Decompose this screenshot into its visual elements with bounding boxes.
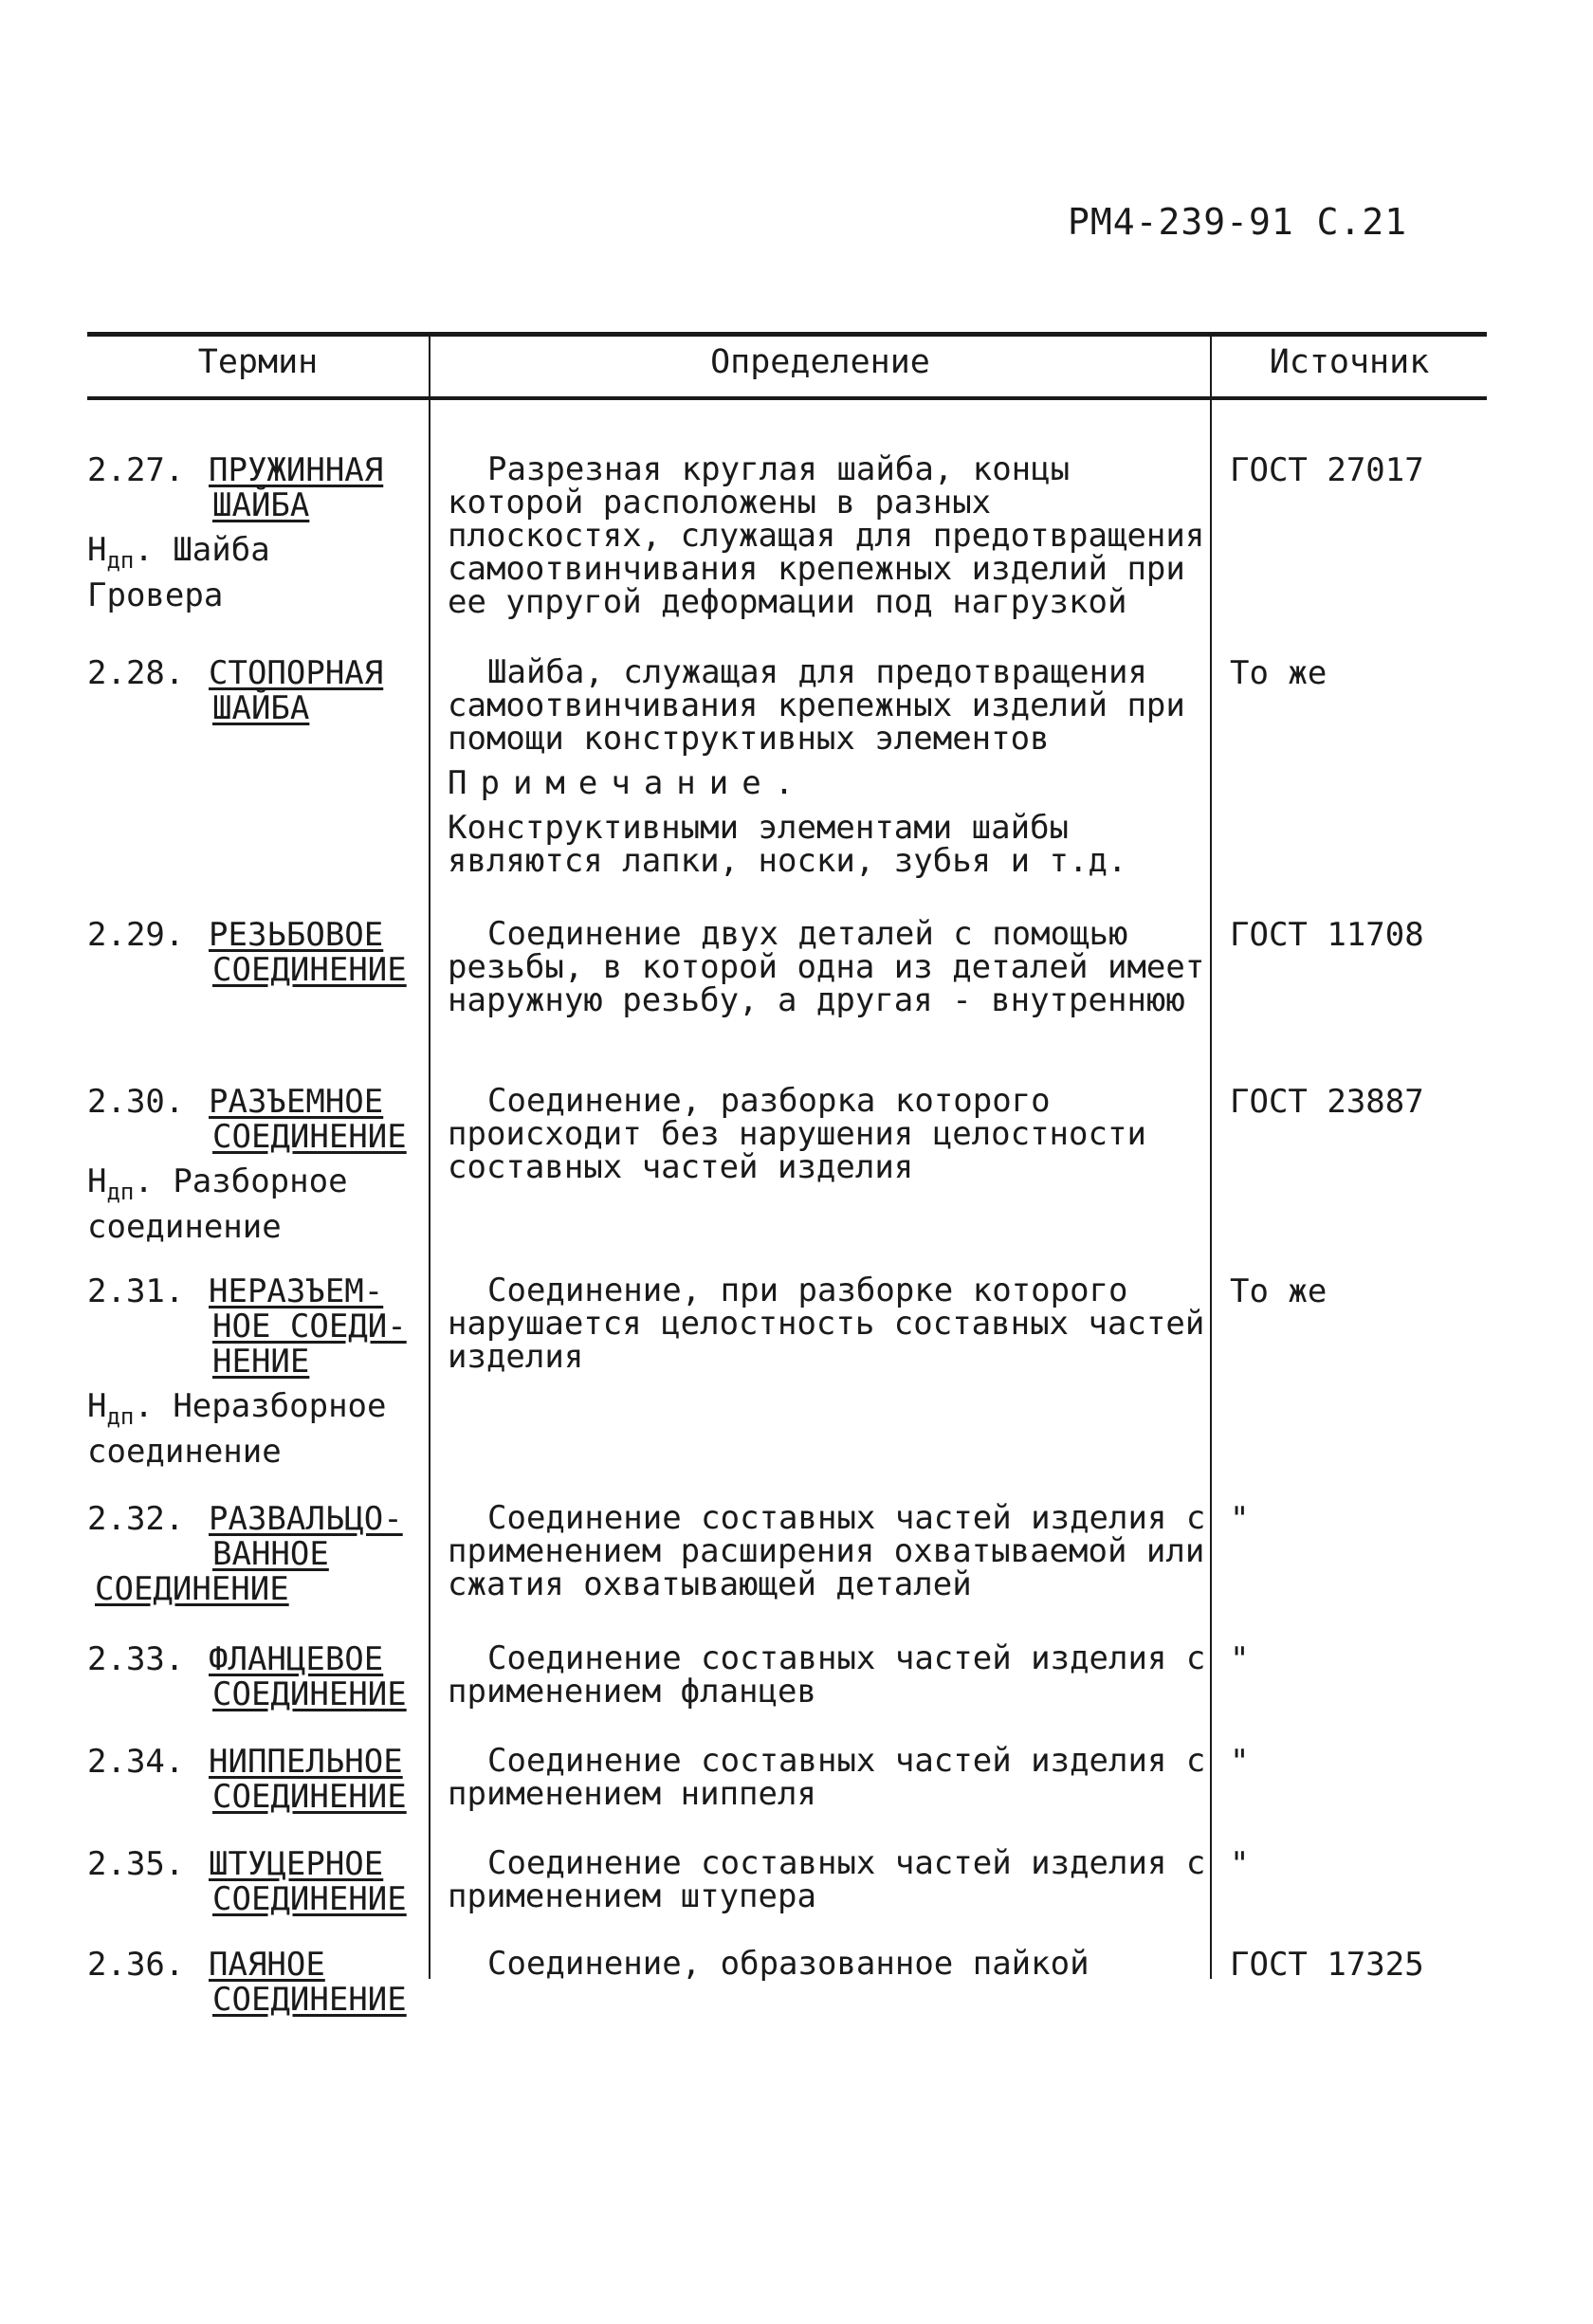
- source-cell: То же: [1230, 654, 1328, 692]
- source-cell: ГОСТ 11708: [1230, 916, 1424, 954]
- term-word: НИППЕЛЬНОЕ: [209, 1743, 403, 1781]
- term-word: ШТУЦЕРНОЕ: [209, 1845, 384, 1883]
- term-word: СОЕДИНЕНИЕ: [212, 1880, 407, 1918]
- source-cell: ": [1230, 1640, 1250, 1678]
- note-title: Примечание.: [448, 764, 808, 802]
- term-word: СОЕДИНЕНИЕ: [95, 1570, 289, 1608]
- term-cell: [87, 1085, 424, 1245]
- definition-cell: Соединение составных частей изделия с применением штупера: [448, 1844, 1206, 1915]
- term-word: СОЕДИНЕНИЕ: [212, 1981, 407, 2019]
- non-recommended-term: $Н_{дп}$. Разборное соединение: [87, 1162, 348, 1246]
- term-number: 2.32.: [87, 1500, 185, 1538]
- term-cell: [87, 1274, 424, 1470]
- term-number: 2.28.: [87, 654, 185, 692]
- source-cell: То же: [1230, 1272, 1328, 1310]
- term-number: 2.34.: [87, 1743, 185, 1781]
- term-cell: [87, 1847, 424, 1917]
- source-cell: ГОСТ 23887: [1230, 1083, 1424, 1121]
- term-number: 2.31.: [87, 1272, 185, 1310]
- definition-cell: Соединение, при разборке которого нарушается целостность составных частей изделия: [448, 1272, 1205, 1376]
- definition-cell: Соединение составных частей изделия с применением ниппеля: [448, 1742, 1206, 1813]
- table-top-rule: [87, 332, 1487, 337]
- term-word: НЕРАЗЪЕМ-: [209, 1272, 384, 1310]
- term-number: 2.29.: [87, 916, 185, 954]
- column-divider: [429, 334, 430, 1979]
- term-word: СОЕДИНЕНИЕ: [212, 951, 407, 989]
- term-number: 2.33.: [87, 1640, 185, 1678]
- term-word: ПАЯНОЕ: [209, 1946, 325, 1984]
- non-recommended-term: $Н_{дп}$. Неразборное соединение: [87, 1387, 387, 1471]
- term-cell: [87, 1948, 424, 2018]
- term-number: 2.30.: [87, 1083, 185, 1121]
- term-number: 2.27.: [87, 451, 185, 489]
- source-cell: ": [1230, 1500, 1250, 1538]
- term-word: СОЕДИНЕНИЕ: [212, 1118, 407, 1156]
- definition-cell: Соединение составных частей изделия с применением фланцев: [448, 1639, 1206, 1711]
- term-cell: [87, 918, 424, 988]
- term-word: ВАННОЕ: [212, 1535, 329, 1573]
- definition-cell: Соединение составных частей изделия с применением расширения охватываемой или сжатия охватывающей деталей: [448, 1499, 1206, 1603]
- term-word: ШАЙБА: [212, 689, 310, 727]
- term-word: НЕНИЕ: [212, 1343, 310, 1381]
- term-number: 2.36.: [87, 1946, 185, 1984]
- term-word: СОЕДИНЕНИЕ: [212, 1675, 407, 1713]
- term-word: РАЗВАЛЬЦО-: [209, 1500, 403, 1538]
- column-header-definition: Определение: [710, 343, 930, 381]
- term-word: СТОПОРНАЯ: [209, 654, 384, 692]
- term-cell: [87, 1642, 424, 1712]
- table-header-rule: [87, 396, 1487, 400]
- source-cell: ГОСТ 17325: [1230, 1946, 1424, 1984]
- term-cell: [87, 1502, 424, 1607]
- definition-cell: Соединение, разборка которого происходит без нарушения целостности составных частей изделия: [448, 1082, 1146, 1186]
- term-word: РАЗЪЕМНОЕ: [209, 1083, 384, 1121]
- page-header: РМ4-239-91 С.21: [1068, 201, 1408, 243]
- term-cell: [87, 453, 424, 613]
- definition-cell: Шайба, служащая для предотвращения самоотвинчивания крепежных изделий при помощи конструктивных элементов Примечание. Конструктивными элементами шайбы являются лапки, носки, зубья и т.д.: [448, 656, 1220, 889]
- term-number: 2.35.: [87, 1845, 185, 1883]
- source-cell: ГОСТ 27017: [1230, 451, 1424, 489]
- term-word: ПРУЖИННАЯ: [209, 451, 384, 489]
- column-header-term: Термин: [197, 343, 319, 381]
- definition-cell: Разрезная круглая шайба, концы которой расположены в разных плоскостях, служащая для предотвращения самоотвинчивания крепежных изделий при ее упругой деформации под нагрузкой: [448, 450, 1205, 621]
- note-text: Конструктивными элементами шайбы являются лапки, носки, зубья и т.д.: [448, 809, 1127, 880]
- definition-cell: Соединение двух деталей с помощью резьбы, в которой одна из деталей имеет наружную резьбу, а другая - внутреннюю: [448, 915, 1205, 1019]
- source-cell: ": [1230, 1743, 1250, 1781]
- term-word: ШАЙБА: [212, 486, 310, 524]
- term-cell: [87, 1745, 424, 1815]
- term-word: НОЕ СОЕДИ-: [212, 1308, 407, 1345]
- column-header-source: Источник: [1269, 343, 1430, 381]
- term-word: ФЛАНЦЕВОЕ: [209, 1640, 384, 1678]
- definition-cell: Соединение, образованное пайкой: [487, 1945, 1089, 1983]
- term-cell: [87, 656, 424, 726]
- source-cell: ": [1230, 1845, 1250, 1883]
- non-recommended-term: $Н_{дп}$. Шайба Гровера: [87, 531, 270, 614]
- term-word: РЕЗЬБОВОЕ: [209, 916, 384, 954]
- term-word: СОЕДИНЕНИЕ: [212, 1778, 407, 1816]
